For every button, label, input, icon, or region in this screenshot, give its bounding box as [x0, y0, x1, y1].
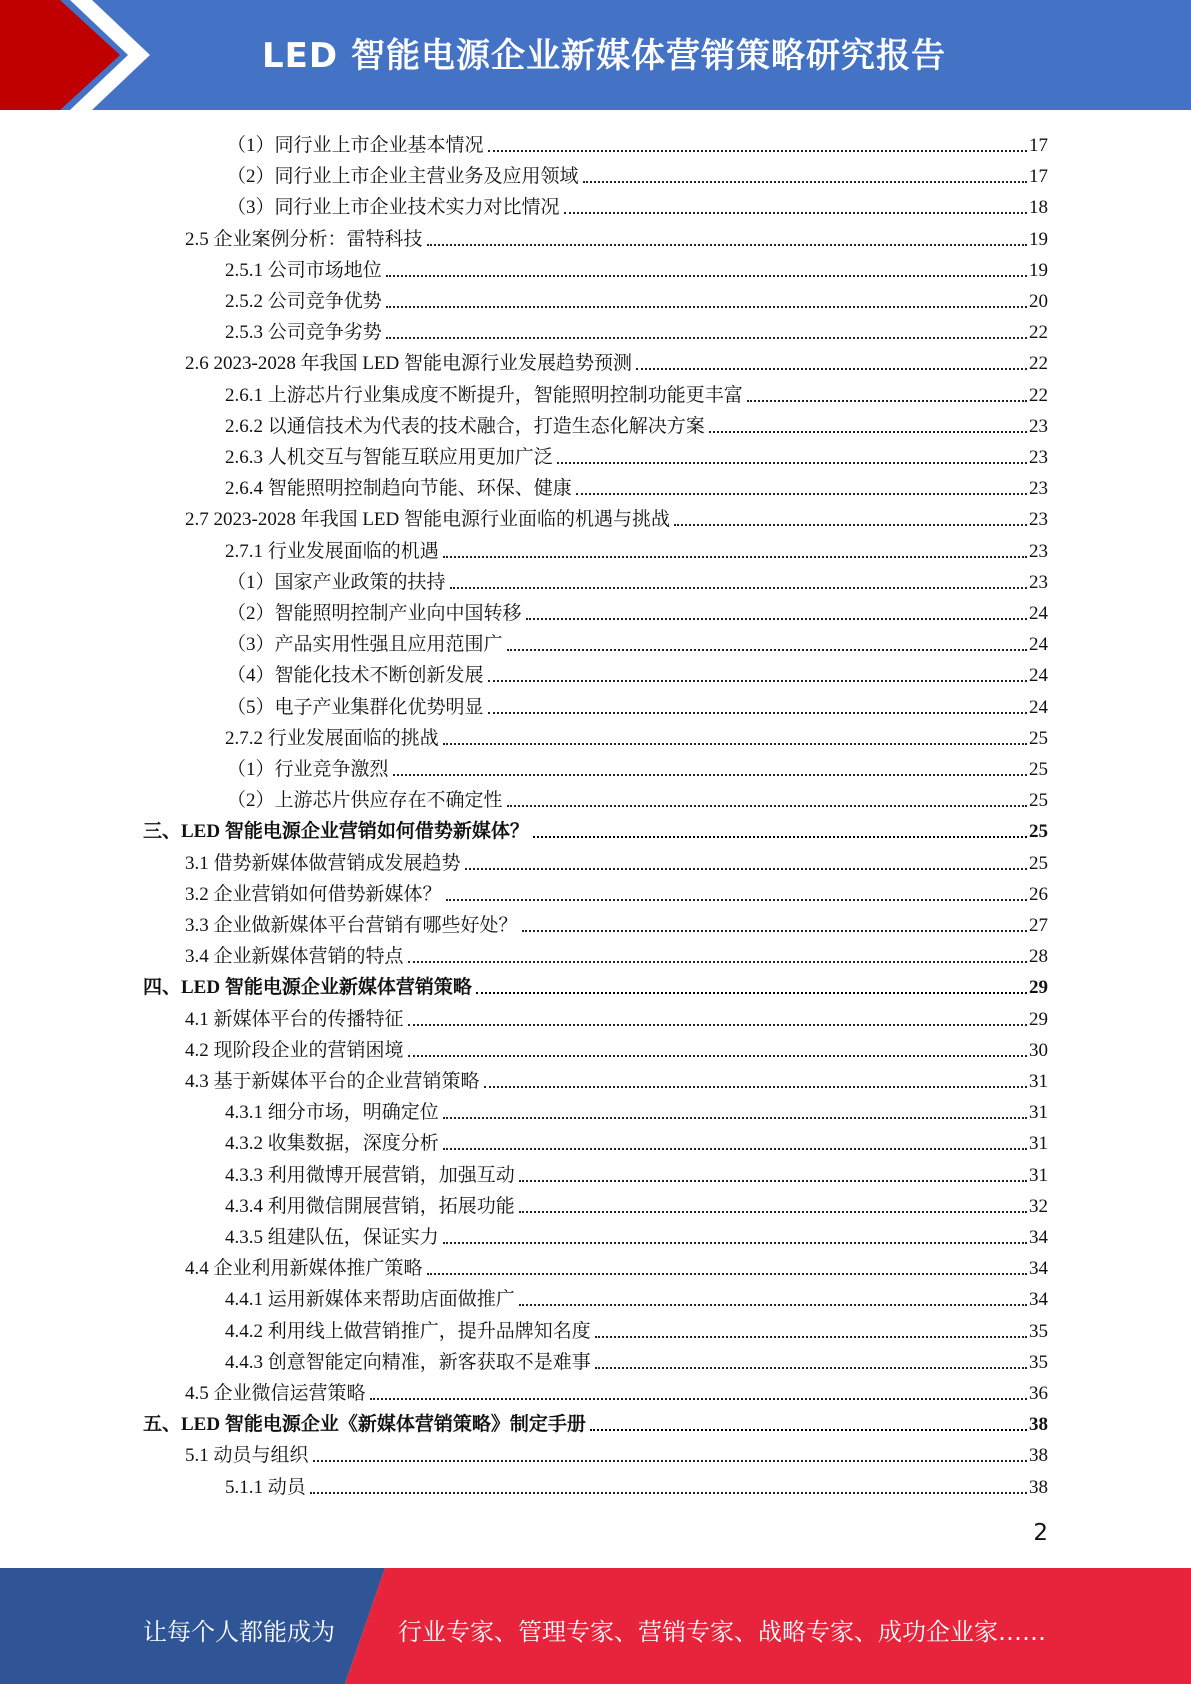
toc-entry[interactable] — [225, 1188, 1048, 1219]
toc-entry-label: 2.5.3 公司竞争劣势 — [225, 322, 382, 343]
toc-entry-label: （5）电子产业集群化优势明显 — [227, 697, 484, 718]
toc-dot-leader — [386, 306, 1027, 308]
toc-entry-page: 23 — [1029, 416, 1048, 437]
toc-entry[interactable] — [225, 1125, 1048, 1156]
toc-dot-leader — [636, 368, 1027, 370]
toc-entry[interactable] — [225, 1094, 1048, 1125]
toc-dot-leader — [476, 992, 1027, 994]
toc-entry[interactable] — [185, 221, 1048, 252]
toc-entry-label: （2）同行业上市企业主营业务及应用领域 — [227, 166, 579, 187]
toc-dot-leader — [313, 1460, 1027, 1462]
toc-entry-page: 34 — [1029, 1227, 1048, 1248]
toc-dot-leader — [507, 649, 1027, 651]
toc-entry-label: 4.3.1 细分市场，明确定位 — [225, 1102, 439, 1123]
toc-entry[interactable] — [225, 283, 1048, 314]
toc-entry-page: 28 — [1029, 946, 1048, 967]
toc-entry[interactable] — [143, 813, 1048, 844]
toc-entry-label: 3.4 企业新媒体营销的特点 — [185, 946, 404, 967]
toc-dot-leader — [408, 1024, 1027, 1026]
toc-entry[interactable] — [225, 314, 1048, 345]
toc-entry-label: 4.3.4 利用微信開展营销，拓展功能 — [225, 1196, 515, 1217]
toc-entry-page: 23 — [1029, 509, 1048, 530]
toc-entry[interactable] — [225, 1469, 1048, 1500]
toc-entry-page: 25 — [1029, 821, 1048, 842]
toc-entry-page: 29 — [1029, 977, 1048, 998]
toc-entry-page: 27 — [1029, 915, 1048, 936]
toc-entry-page: 26 — [1029, 884, 1048, 905]
toc-dot-leader — [408, 961, 1027, 963]
toc-entry[interactable] — [225, 720, 1048, 751]
toc-entry-page: 34 — [1029, 1289, 1048, 1310]
toc-dot-leader — [427, 1273, 1027, 1275]
toc-entry-page: 35 — [1029, 1352, 1048, 1373]
page-header — [0, 0, 1191, 110]
toc-entry[interactable] — [227, 158, 1048, 189]
toc-entry-label: 五、LED 智能电源企业《新媒体营销策略》制定手册 — [143, 1414, 586, 1435]
toc-entry[interactable] — [225, 1281, 1048, 1312]
toc-dot-leader — [427, 244, 1027, 246]
toc-dot-leader — [386, 337, 1027, 339]
toc-dot-leader — [443, 743, 1027, 745]
toc-entry[interactable] — [225, 408, 1048, 439]
toc-entry-label: 4.4.3 创意智能定向精准，新客获取不是难事 — [225, 1352, 591, 1373]
toc-entry-label: 2.6 2023-2028 年我国 LED 智能电源行业发展趋势预测 — [185, 353, 633, 374]
toc-entry-page: 24 — [1029, 697, 1048, 718]
toc-dot-leader — [465, 868, 1027, 870]
toc-entry-page: 38 — [1029, 1445, 1048, 1466]
toc-entry-label: 2.6.1 上游芯片行业集成度不断提升，智能照明控制功能更丰富 — [225, 385, 743, 406]
toc-entry[interactable] — [225, 1313, 1048, 1344]
page-number: 2 — [1033, 1520, 1048, 1546]
toc-dot-leader — [393, 774, 1027, 776]
toc-entry[interactable] — [185, 876, 1048, 907]
toc-entry-page: 36 — [1029, 1383, 1048, 1404]
toc-entry[interactable] — [227, 751, 1048, 782]
toc-entry-page: 22 — [1029, 322, 1048, 343]
toc-entry-page: 38 — [1029, 1414, 1048, 1435]
toc-entry-page: 23 — [1029, 447, 1048, 468]
toc-entry-page: 22 — [1029, 385, 1048, 406]
toc-entry[interactable] — [227, 782, 1048, 813]
toc-entry-page: 22 — [1029, 353, 1048, 374]
toc-entry[interactable] — [185, 1001, 1048, 1032]
toc-entry-label: （3）同行业上市企业技术实力对比情况 — [227, 197, 560, 218]
toc-entry-label: 2.5.1 公司市场地位 — [225, 260, 382, 281]
toc-dot-leader — [386, 275, 1027, 277]
toc-entry-label: 4.5 企业微信运营策略 — [185, 1383, 366, 1404]
footer-slogan-left: 让每个人都能成为 — [143, 1618, 335, 1646]
document-title: LED 智能电源企业新媒体营销策略研究报告 — [262, 36, 946, 76]
toc-entry-label: 5.1 动员与组织 — [185, 1445, 309, 1466]
toc-entry-page: 31 — [1029, 1133, 1048, 1154]
toc-dot-leader — [446, 899, 1027, 901]
toc-entry[interactable] — [143, 969, 1048, 1000]
toc-entry[interactable] — [225, 252, 1048, 283]
toc-entry[interactable] — [225, 377, 1048, 408]
toc-dot-leader — [590, 1429, 1027, 1431]
toc-entry-page: 23 — [1029, 541, 1048, 562]
toc-entry-label: 4.3.2 收集数据，深度分析 — [225, 1133, 439, 1154]
toc-entry-page: 38 — [1029, 1477, 1048, 1498]
toc-dot-leader — [526, 618, 1027, 620]
toc-entry-label: 4.4.2 利用线上做营销推广，提升品牌知名度 — [225, 1321, 591, 1342]
toc-entry[interactable] — [185, 1375, 1048, 1406]
toc-dot-leader — [576, 493, 1027, 495]
toc-entry-label: 2.7 2023-2028 年我国 LED 智能电源行业面临的机遇与挑战 — [185, 509, 671, 530]
toc-entry[interactable] — [185, 501, 1048, 532]
toc-entry-page: 20 — [1029, 291, 1048, 312]
toc-dot-leader — [443, 1242, 1027, 1244]
toc-dot-leader — [370, 1398, 1027, 1400]
toc-entry-label: （1）行业竞争激烈 — [227, 759, 389, 780]
toc-dot-leader — [595, 1367, 1027, 1369]
toc-entry[interactable] — [225, 533, 1048, 564]
toc-entry-label: 4.4.1 运用新媒体来帮助店面做推广 — [225, 1289, 515, 1310]
toc-entry-label: 3.2 企业营销如何借势新媒体？ — [185, 884, 442, 905]
toc-dot-leader — [519, 1180, 1027, 1182]
toc-entry[interactable] — [225, 439, 1048, 470]
toc-entry-page: 25 — [1029, 759, 1048, 780]
toc-entry[interactable] — [143, 1406, 1048, 1437]
toc-entry-page: 17 — [1029, 166, 1048, 187]
toc-entry-label: （4）智能化技术不断创新发展 — [227, 665, 484, 686]
toc-entry-page: 25 — [1029, 790, 1048, 811]
toc-entry-page: 25 — [1029, 853, 1048, 874]
toc-dot-leader — [488, 712, 1027, 714]
toc-dot-leader — [583, 181, 1027, 183]
toc-entry-label: 2.6.2 以通信技术为代表的技术融合，打造生态化解决方案 — [225, 416, 705, 437]
toc-entry[interactable] — [227, 127, 1048, 158]
toc-dot-leader — [557, 462, 1027, 464]
toc-entry[interactable] — [185, 345, 1048, 376]
toc-entry[interactable] — [225, 1344, 1048, 1375]
toc-dot-leader — [443, 556, 1027, 558]
toc-entry[interactable] — [227, 626, 1048, 657]
toc-entry-label: （1）同行业上市企业基本情况 — [227, 135, 484, 156]
toc-entry-label: 2.7.1 行业发展面临的机遇 — [225, 541, 439, 562]
toc-entry-label: 3.3 企业做新媒体平台营销有哪些好处？ — [185, 915, 518, 936]
toc-entry-label: 3.1 借势新媒体做营销成发展趋势 — [185, 853, 461, 874]
toc-entry-page: 19 — [1029, 229, 1048, 250]
toc-entry[interactable] — [185, 1250, 1048, 1281]
toc-entry-label: 2.5 企业案例分析：雷特科技 — [185, 229, 423, 250]
toc-entry-page: 24 — [1029, 603, 1048, 624]
toc-dot-leader — [519, 1304, 1027, 1306]
toc-dot-leader — [507, 805, 1027, 807]
toc-entry[interactable] — [185, 938, 1048, 969]
toc-entry-label: 4.3.3 利用微博开展营销，加强互动 — [225, 1165, 515, 1186]
toc-entry-page: 31 — [1029, 1165, 1048, 1186]
toc-dot-leader — [408, 1055, 1027, 1057]
toc-entry-page: 17 — [1029, 135, 1048, 156]
toc-dot-leader — [522, 930, 1027, 932]
toc-entry-label: （3）产品实用性强且应用范围广 — [227, 634, 503, 655]
toc-dot-leader — [564, 212, 1027, 214]
toc-entry-page: 35 — [1029, 1321, 1048, 1342]
toc-entry-page: 34 — [1029, 1258, 1048, 1279]
toc-entry[interactable] — [185, 1437, 1048, 1468]
page-footer — [0, 1568, 1191, 1684]
toc-entry-page: 23 — [1029, 572, 1048, 593]
toc-entry-page: 19 — [1029, 260, 1048, 281]
toc-entry[interactable] — [227, 689, 1048, 720]
toc-dot-leader — [443, 1148, 1027, 1150]
toc-entry-label: 2.6.3 人机交互与智能互联应用更加广泛 — [225, 447, 553, 468]
toc-dot-leader — [488, 680, 1027, 682]
toc-entry[interactable] — [185, 1063, 1048, 1094]
toc-entry-label: （1）国家产业政策的扶持 — [227, 572, 446, 593]
toc-entry-label: （2）上游芯片供应存在不确定性 — [227, 790, 503, 811]
toc-entry[interactable] — [185, 907, 1048, 938]
toc-dot-leader — [674, 524, 1027, 526]
toc-entry[interactable] — [185, 1032, 1048, 1063]
toc-dot-leader — [595, 1336, 1027, 1338]
toc-entry-label: 4.2 现阶段企业的营销困境 — [185, 1040, 404, 1061]
toc-entry-page: 24 — [1029, 665, 1048, 686]
toc-entry[interactable] — [227, 595, 1048, 626]
toc-entry[interactable] — [227, 657, 1048, 688]
toc-entry-label: 2.5.2 公司竞争优势 — [225, 291, 382, 312]
toc-dot-leader — [533, 836, 1027, 838]
toc-entry-page: 25 — [1029, 728, 1048, 749]
toc-entry[interactable] — [185, 845, 1048, 876]
toc-entry-label: 4.1 新媒体平台的传播特征 — [185, 1009, 404, 1030]
toc-entry-label: 四、LED 智能电源企业新媒体营销策略 — [143, 977, 472, 998]
toc-dot-leader — [450, 587, 1027, 589]
toc-entry[interactable] — [225, 1157, 1048, 1188]
toc-entry-page: 30 — [1029, 1040, 1048, 1061]
toc-entry-label: （2）智能照明控制产业向中国转移 — [227, 603, 522, 624]
toc-dot-leader — [709, 431, 1027, 433]
toc-entry-label: 4.3 基于新媒体平台的企业营销策略 — [185, 1071, 480, 1092]
toc-dot-leader — [310, 1492, 1027, 1494]
toc-entry-label: 三、LED 智能电源企业营销如何借势新媒体？ — [143, 821, 529, 842]
toc-dot-leader — [519, 1211, 1027, 1213]
toc-entry-label: 5.1.1 动员 — [225, 1477, 306, 1498]
toc-entry-page: 32 — [1029, 1196, 1048, 1217]
toc-entry-label: 2.7.2 行业发展面临的挑战 — [225, 728, 439, 749]
toc-entry-page: 18 — [1029, 197, 1048, 218]
toc-dot-leader — [484, 1086, 1027, 1088]
toc-entry[interactable] — [227, 189, 1048, 220]
toc-entry[interactable] — [227, 564, 1048, 595]
toc-entry-page: 31 — [1029, 1102, 1048, 1123]
toc-entry-label: 4.3.5 组建队伍，保证实力 — [225, 1227, 439, 1248]
footer-slogan-right: 行业专家、管理专家、营销专家、战略专家、成功企业家…… — [398, 1618, 1046, 1646]
toc-entry-page: 31 — [1029, 1071, 1048, 1092]
toc-entry[interactable] — [225, 1219, 1048, 1250]
toc-entry[interactable] — [225, 470, 1048, 501]
toc-dot-leader — [747, 400, 1027, 402]
toc-dot-leader — [443, 1117, 1027, 1119]
toc-entry-page: 24 — [1029, 634, 1048, 655]
toc-entry-page: 29 — [1029, 1009, 1048, 1030]
toc-dot-leader — [488, 150, 1027, 152]
toc-entry-label: 4.4 企业利用新媒体推广策略 — [185, 1258, 423, 1279]
toc-entry-page: 23 — [1029, 478, 1048, 499]
toc-entry-label: 2.6.4 智能照明控制趋向节能、环保、健康 — [225, 478, 572, 499]
